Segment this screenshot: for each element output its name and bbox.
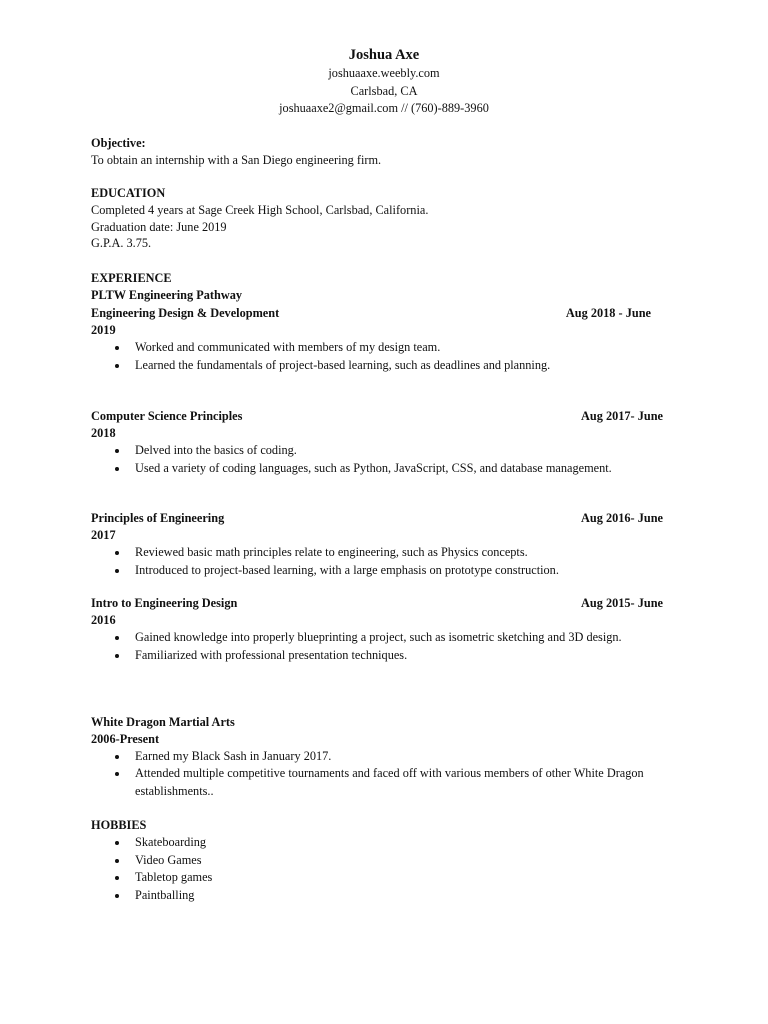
- entry-dates: Aug 2017- June: [581, 409, 663, 423]
- entry-bullets: [91, 442, 663, 478]
- pathway-title: PLTW Engineering Pathway: [91, 287, 243, 302]
- entry-title: Computer Science Principles: [91, 409, 243, 423]
- list-item: Reviewed basic math principles relate to engineering, such as Physics concepts.: [91, 544, 663, 562]
- entry-title: Intro to Engineering Design: [91, 596, 238, 610]
- education-section: [91, 185, 663, 252]
- location-text: Carlsbad, CA: [350, 83, 418, 98]
- list-item: Worked and communicated with members of my design team.: [91, 339, 663, 357]
- list-item: Familiarized with professional presentation techniques.: [91, 647, 663, 665]
- entry-year: 2016: [91, 613, 116, 627]
- entry-year: 2017: [91, 528, 116, 542]
- list-item: Introduced to project-based learning, with a large emphasis on prototype construction.: [91, 562, 663, 580]
- education-line: Graduation date: June 2019: [91, 219, 227, 234]
- entry-bullets: [91, 629, 663, 665]
- entry-title: Principles of Engineering: [91, 511, 225, 525]
- hobbies-heading: HOBBIES: [91, 818, 147, 832]
- entry-year: 2018: [91, 426, 116, 440]
- list-item: Gained knowledge into properly blueprinting a project, such as isometric sketching and 3D design.: [91, 629, 663, 647]
- entry-dates: Aug 2015- June: [581, 596, 663, 610]
- list-item: Earned my Black Sash in January 2017.: [91, 748, 663, 766]
- experience-entry: [91, 510, 663, 579]
- entry-year: 2006-Present: [91, 731, 160, 746]
- martial-arts-entry: [91, 714, 663, 801]
- website-text: joshuaaxe.weebly.com: [328, 66, 440, 80]
- list-item: Learned the fundamentals of project-based learning, such as deadlines and planning.: [91, 357, 663, 375]
- entry-title: White Dragon Martial Arts: [91, 715, 235, 729]
- hobbies-section: [91, 817, 663, 905]
- experience-entry: [91, 305, 663, 374]
- contact-text: joshuaaxe2@gmail.com // (760)-889-3960: [279, 101, 489, 115]
- experience-heading: EXPERIENCE: [91, 271, 172, 285]
- entry-dates: Aug 2016- June: [581, 511, 663, 525]
- list-item: Skateboarding: [91, 834, 663, 852]
- list-item: Delved into the basics of coding.: [91, 442, 663, 460]
- entry-bullets: [91, 339, 663, 375]
- entry-bullets: [91, 544, 663, 580]
- experience-entry: [91, 408, 663, 477]
- education-heading: EDUCATION: [91, 186, 166, 200]
- experience-entry: [91, 595, 663, 664]
- list-item: Tabletop games: [91, 869, 663, 887]
- applicant-name: Joshua Axe: [348, 47, 420, 63]
- education-line: Completed 4 years at Sage Creek High School, Carlsbad, California.: [91, 202, 429, 217]
- hobbies-list: [91, 834, 663, 905]
- objective-text: To obtain an internship with a San Diego engineering firm.: [91, 152, 382, 167]
- resume-header: [0, 45, 768, 118]
- list-item: Video Games: [91, 852, 663, 870]
- entry-dates: Aug 2018 - June: [565, 306, 651, 320]
- list-item: Used a variety of coding languages, such as Python, JavaScript, CSS, and database management.: [91, 460, 663, 478]
- objective-section: [91, 135, 663, 169]
- experience-section: [91, 270, 663, 304]
- list-item: Paintballing: [91, 887, 663, 905]
- list-item: Attended multiple competitive tournaments and faced off with various members of other White Dragon establishments..: [91, 765, 663, 801]
- entry-bullets: [91, 748, 663, 801]
- education-line: G.P.A. 3.75.: [91, 236, 152, 251]
- entry-title: Engineering Design & Development: [91, 306, 280, 320]
- objective-heading: Objective:: [91, 136, 146, 150]
- entry-year: 2019: [91, 323, 116, 337]
